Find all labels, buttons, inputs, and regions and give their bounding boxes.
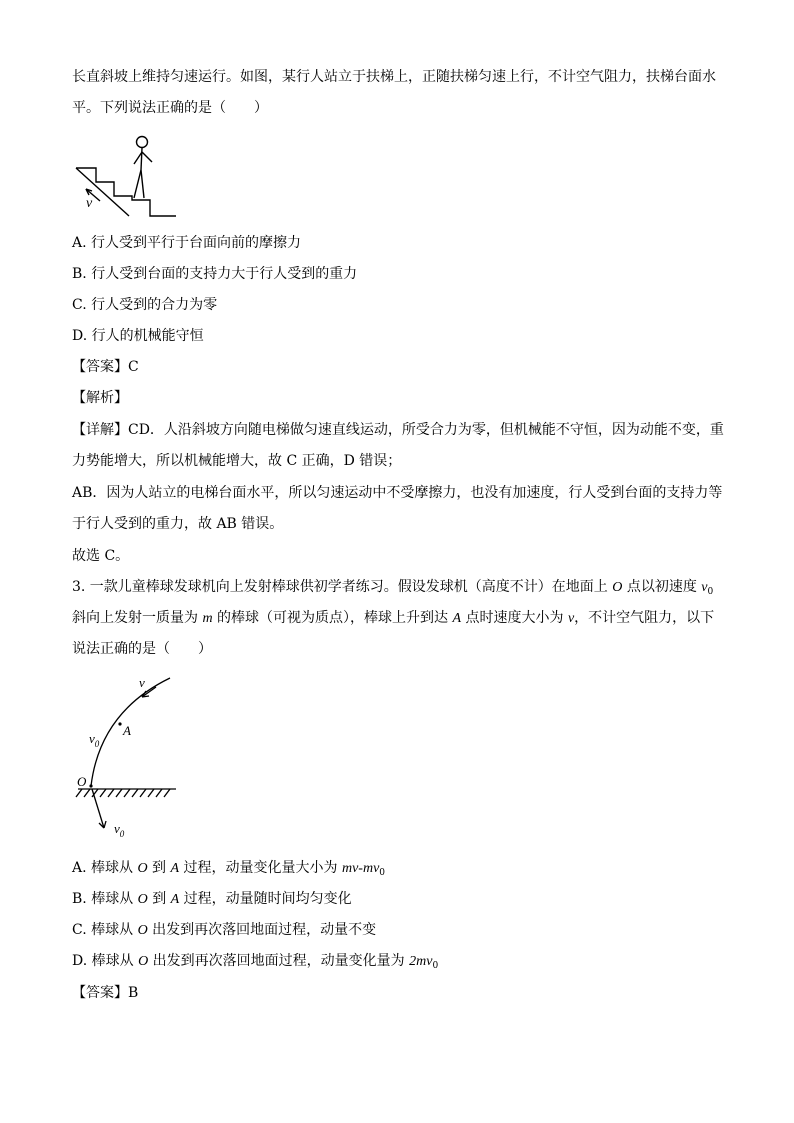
baseball-figure xyxy=(72,672,182,840)
q2-stem-line-1: 长直斜坡上维持匀速运行。如图，某行人站立于扶梯上，正随扶梯匀速上行，不计空气阻力，扶梯台面水 xyxy=(72,69,716,85)
point-a: A xyxy=(452,611,462,626)
text-run: 到 xyxy=(147,860,171,876)
expression: 2mv xyxy=(409,954,433,969)
point-o: O xyxy=(612,580,623,595)
text-run: 点以初速度 xyxy=(622,579,702,595)
subscript: 0 xyxy=(94,739,100,749)
symbol-v: v xyxy=(701,580,708,595)
q2-answer xyxy=(72,357,139,377)
text-run: 的棒球（可视为质点），棒球上升到达 xyxy=(212,610,453,626)
q2-option-b: B. 行人受到台面的支持力大于行人受到的重力 xyxy=(72,266,358,282)
text-run: 出发到再次落回地面过程，动量不变 xyxy=(147,922,377,938)
text-run: A. 棒球从 xyxy=(72,860,138,876)
q2-analysis-tag: 【解析】 xyxy=(72,390,128,406)
text-run: 点时速度大小为 xyxy=(461,610,568,626)
q3-stem-line-1 xyxy=(72,577,713,598)
q3-answer xyxy=(72,983,138,1003)
escalator-figure xyxy=(72,130,182,222)
fig-v0-upper xyxy=(89,731,100,749)
text-run: ，不计空气阻力，以下 xyxy=(574,610,715,626)
symbol-m: m xyxy=(202,611,213,626)
text-run: 3. 一款儿童棒球发球机向上发射棒球供初学者练习。假设发球机（高度不计）在地面上 xyxy=(72,579,613,595)
text-run: 斜向上发射一质量为 xyxy=(72,610,203,626)
text-run: C. 棒球从 xyxy=(72,922,138,938)
fig-v-top: v xyxy=(139,675,145,690)
text-run: 到 xyxy=(147,891,171,907)
subscript: 0 xyxy=(707,587,714,597)
q3-stem-line-3: 说法正确的是（ ） xyxy=(72,641,212,657)
q2-conclusion: 故选 C。 xyxy=(72,548,130,564)
escalator-v-label: v xyxy=(86,196,93,211)
answer-value: C xyxy=(128,359,139,375)
point-o: O xyxy=(137,923,148,938)
q2-option-a: A. 行人受到平行于台面向前的摩擦力 xyxy=(72,235,302,251)
text-run: 出发到再次落回地面过程，动量变化量为 xyxy=(148,953,410,969)
symbol-v: v xyxy=(114,821,120,836)
fig-point-o: O xyxy=(77,774,87,789)
answer-tag: 【答案】 xyxy=(72,359,128,375)
q2-option-d: D. 行人的机械能守恒 xyxy=(72,328,204,344)
point-a: A xyxy=(170,892,180,907)
q3-option-d xyxy=(72,951,438,972)
text-run: 过程，动量随时间均匀变化 xyxy=(179,891,352,907)
subscript: 0 xyxy=(379,868,386,878)
symbol-v: v xyxy=(567,611,575,626)
q2-detail-line-1: 【详解】CD．人沿斜坡方向随电梯做匀速直线运动，所受合力为零，但机械能不守恒，因为动能不变，重 xyxy=(72,422,724,438)
fig-v0-lower xyxy=(114,821,125,839)
subscript: 0 xyxy=(432,961,439,971)
text-run: D. 棒球从 xyxy=(72,953,139,969)
answer-value: B xyxy=(128,985,139,1001)
q2-detail-line-2: 力势能增大，所以机械能增大，故 C 正确，D 错误； xyxy=(72,453,402,469)
point-o: O xyxy=(137,861,148,876)
q3-option-a xyxy=(72,858,385,879)
q2-option-c: C. 行人受到的合力为零 xyxy=(72,297,218,313)
point-o: O xyxy=(137,892,148,907)
subscript: 0 xyxy=(119,829,125,839)
q3-stem-line-2 xyxy=(72,608,714,629)
text-run: 过程，动量变化量大小为 xyxy=(179,860,342,876)
point-o: O xyxy=(138,954,149,969)
q3-option-c xyxy=(72,920,376,941)
q2-detail-line-4: 于行人受到的重力，故 AB 错误。 xyxy=(72,516,284,532)
point-a: A xyxy=(170,861,180,876)
symbol-v: v xyxy=(89,731,95,746)
text-run: B. 棒球从 xyxy=(72,891,138,907)
expression: mv-mv xyxy=(341,861,380,876)
fig-point-a: A xyxy=(123,723,131,738)
q3-option-b xyxy=(72,889,352,910)
q2-detail-line-3: AB．因为人站立的电梯台面水平，所以匀速运动中不受摩擦力，也没有加速度，行人受到台面的支持力等 xyxy=(72,485,723,501)
answer-tag: 【答案】 xyxy=(72,985,128,1001)
q2-stem-line-2: 平。下列说法正确的是（ ） xyxy=(72,100,268,116)
